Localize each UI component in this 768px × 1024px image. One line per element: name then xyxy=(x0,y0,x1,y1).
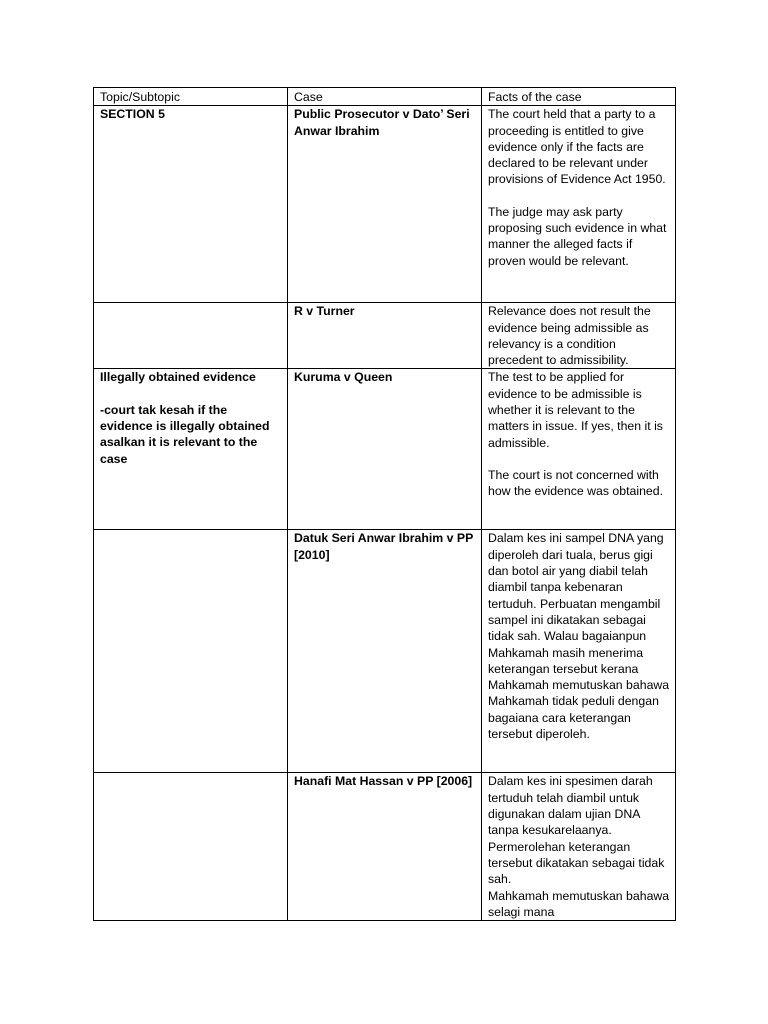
facts-paragraph: The judge may ask party proposing such evidence in what manner the alleged facts if proven would be relevant. xyxy=(488,204,667,268)
table-row xyxy=(94,369,676,530)
table-row xyxy=(94,106,676,303)
facts-paragraph: Dalam kes ini spesimen darah tertuduh telah diambil untuk digunakan dalam ujian DNA tanpa kesukarelaanya. Permerolehan keterangan tersebut dikatakan sebagai tidak sah. xyxy=(488,774,665,887)
case-name: Datuk Seri Anwar Ibrahim v PP [2010] xyxy=(294,531,474,562)
facts-cell xyxy=(482,773,676,921)
topic-note: -court tak kesah if the evidence is illegally obtained asalkan it is relevant to the case xyxy=(100,402,270,466)
topic-text: SECTION 5 xyxy=(100,107,165,122)
document-page xyxy=(93,87,675,921)
facts-cell xyxy=(482,369,676,530)
header-case: Case xyxy=(288,88,482,106)
header-topic: Topic/Subtopic xyxy=(94,88,288,106)
case-cell xyxy=(288,303,482,369)
topic-cell xyxy=(94,303,288,369)
case-name: R v Turner xyxy=(294,304,355,319)
topic-cell xyxy=(94,530,288,773)
table-row xyxy=(94,303,676,369)
topic-cell xyxy=(94,369,288,530)
case-name: Hanafi Mat Hassan v PP [2006] xyxy=(294,774,473,789)
topic-text: Illegally obtained evidence xyxy=(100,370,256,385)
case-cell xyxy=(288,530,482,773)
header-facts: Facts of the case xyxy=(482,88,676,106)
case-table xyxy=(93,87,676,921)
facts-paragraph: The test to be applied for evidence to be admissible is whether it is relevant to the matters in issue. If yes, then it is admissible. xyxy=(488,370,663,450)
facts-cell xyxy=(482,303,676,369)
table-row xyxy=(94,773,676,921)
facts-paragraph: Dalam kes ini sampel DNA yang diperoleh dari tuala, berus gigi dan botol air yang diabil telah diambil tanpa kebenaran tertuduh. Perbuatan mengambil sampel ini dikatakan sebagai tidak sah. Walau bagaianpun Mahkamah masih menerima keterangan tersebut kerana Mahkamah memutuskan bahawa Mahkamah tidak peduli dengan bagaiana cara keterangan tersebut diperoleh. xyxy=(488,531,670,742)
case-cell xyxy=(288,369,482,530)
table-row xyxy=(94,530,676,773)
case-cell xyxy=(288,106,482,303)
facts-paragraph: The court held that a party to a proceeding is entitled to give evidence only if the facts are declared to be relevant under provisions of Evidence Act 1950. xyxy=(488,107,666,187)
case-name: Public Prosecutor v Dato’ Seri Anwar Ibrahim xyxy=(294,107,470,138)
facts-paragraph: Relevance does not result the evidence being admissible as relevancy is a condition precedent to admissibility. xyxy=(488,304,651,368)
facts-paragraph: The court is not concerned with how the evidence was obtained. xyxy=(488,467,664,499)
topic-cell xyxy=(94,773,288,921)
facts-cell xyxy=(482,530,676,773)
facts-paragraph: Mahkamah memutuskan bahawa selagi mana xyxy=(488,888,670,919)
facts-cell xyxy=(482,106,676,303)
case-cell xyxy=(288,773,482,921)
topic-cell xyxy=(94,106,288,303)
case-name: Kuruma v Queen xyxy=(294,370,393,385)
table-header-row xyxy=(94,88,676,106)
